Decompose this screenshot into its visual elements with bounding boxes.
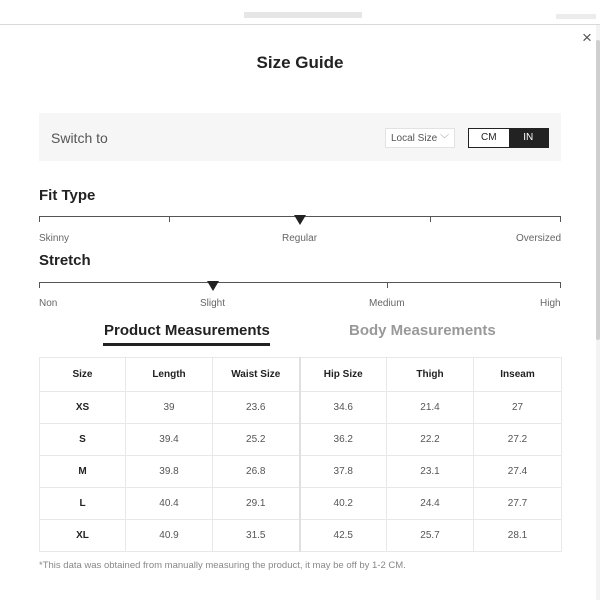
table-cell: 23.1 — [387, 456, 474, 488]
scale-tick — [39, 282, 40, 288]
table-cell: M — [40, 456, 126, 488]
table-cell: XS — [40, 392, 126, 424]
modal-title: Size Guide — [256, 53, 344, 72]
stretch-marker — [207, 281, 219, 291]
close-icon[interactable]: × — [582, 28, 592, 47]
table-cell: 27 — [474, 392, 562, 424]
column-header: Thigh — [387, 358, 474, 392]
table-cell: 39.4 — [126, 424, 213, 456]
table-cell: 34.6 — [300, 392, 387, 424]
stretch-label-slight: Slight — [200, 298, 226, 309]
stretch-label-medium: Medium — [369, 298, 405, 309]
fit-label-skinny: Skinny — [39, 233, 70, 244]
unit-in-button[interactable]: IN — [509, 129, 549, 147]
tab-product-measurements[interactable]: Product Measurements — [104, 322, 270, 339]
table-cell: 37.8 — [300, 456, 387, 488]
table-cell: 25.2 — [213, 424, 300, 456]
unit-toggle — [468, 128, 549, 148]
scale-tick — [169, 216, 170, 222]
column-header: Inseam — [474, 358, 562, 392]
background-nav — [556, 14, 596, 19]
fit-type-marker — [294, 215, 306, 225]
table-cell: 28.1 — [474, 520, 562, 552]
table-row — [40, 488, 562, 520]
stretch-label-non: Non — [39, 298, 58, 309]
table-cell: 21.4 — [387, 392, 474, 424]
scale-tick — [430, 216, 431, 222]
local-size-label: Local Size — [391, 133, 438, 144]
table-header-row — [40, 358, 562, 392]
tab-body-measurements[interactable]: Body Measurements — [349, 322, 496, 339]
table-cell: 22.2 — [387, 424, 474, 456]
table-cell: 40.9 — [126, 520, 213, 552]
table-cell: 24.4 — [387, 488, 474, 520]
unit-cm-button[interactable]: CM — [469, 129, 509, 147]
unit-switch-bar — [39, 113, 561, 161]
stretch-scale — [39, 282, 561, 292]
fit-type-scale — [39, 216, 561, 226]
scale-tick — [39, 216, 40, 222]
switch-label: Switch to — [51, 130, 108, 146]
stretch-scale-line — [39, 282, 561, 283]
background-logo — [244, 12, 362, 18]
chevron-down-icon: ﹀ — [439, 134, 449, 144]
column-header: Length — [126, 358, 213, 392]
table-cell: 29.1 — [213, 488, 300, 520]
active-tab-underline — [103, 343, 270, 346]
size-table — [39, 357, 562, 552]
scale-tick — [387, 282, 388, 288]
column-header: Hip Size — [300, 358, 387, 392]
table-cell: 26.8 — [213, 456, 300, 488]
table-row — [40, 456, 562, 488]
table-cell: 27.2 — [474, 424, 562, 456]
table-cell: 25.7 — [387, 520, 474, 552]
scale-tick — [560, 282, 561, 288]
table-row — [40, 424, 562, 456]
column-header: Size — [40, 358, 126, 392]
scrollbar-thumb[interactable] — [596, 40, 600, 340]
table-cell: XL — [40, 520, 126, 552]
measurement-footnote: *This data was obtained from manually measuring the product, it may be off by 1-2 CM. — [39, 560, 406, 571]
table-row — [40, 520, 562, 552]
table-cell: 36.2 — [300, 424, 387, 456]
column-header: Waist Size — [213, 358, 300, 392]
table-cell: 39 — [126, 392, 213, 424]
local-size-dropdown[interactable] — [385, 128, 455, 148]
background-page-header — [0, 0, 600, 25]
table-cell: 40.4 — [126, 488, 213, 520]
table-cell: 39.8 — [126, 456, 213, 488]
table-cell: 40.2 — [300, 488, 387, 520]
table-cell: S — [40, 424, 126, 456]
table-cell: 31.5 — [213, 520, 300, 552]
table-cell: 27.4 — [474, 456, 562, 488]
table-cell: L — [40, 488, 126, 520]
table-row — [40, 392, 562, 424]
stretch-title: Stretch — [39, 252, 91, 269]
fit-label-regular: Regular — [282, 233, 318, 244]
table-cell: 27.7 — [474, 488, 562, 520]
fit-type-title: Fit Type — [39, 187, 96, 204]
stretch-label-high: High — [540, 298, 561, 309]
scale-tick — [560, 216, 561, 222]
table-cell: 23.6 — [213, 392, 300, 424]
table-cell: 42.5 — [300, 520, 387, 552]
fit-label-oversized: Oversized — [516, 233, 562, 244]
